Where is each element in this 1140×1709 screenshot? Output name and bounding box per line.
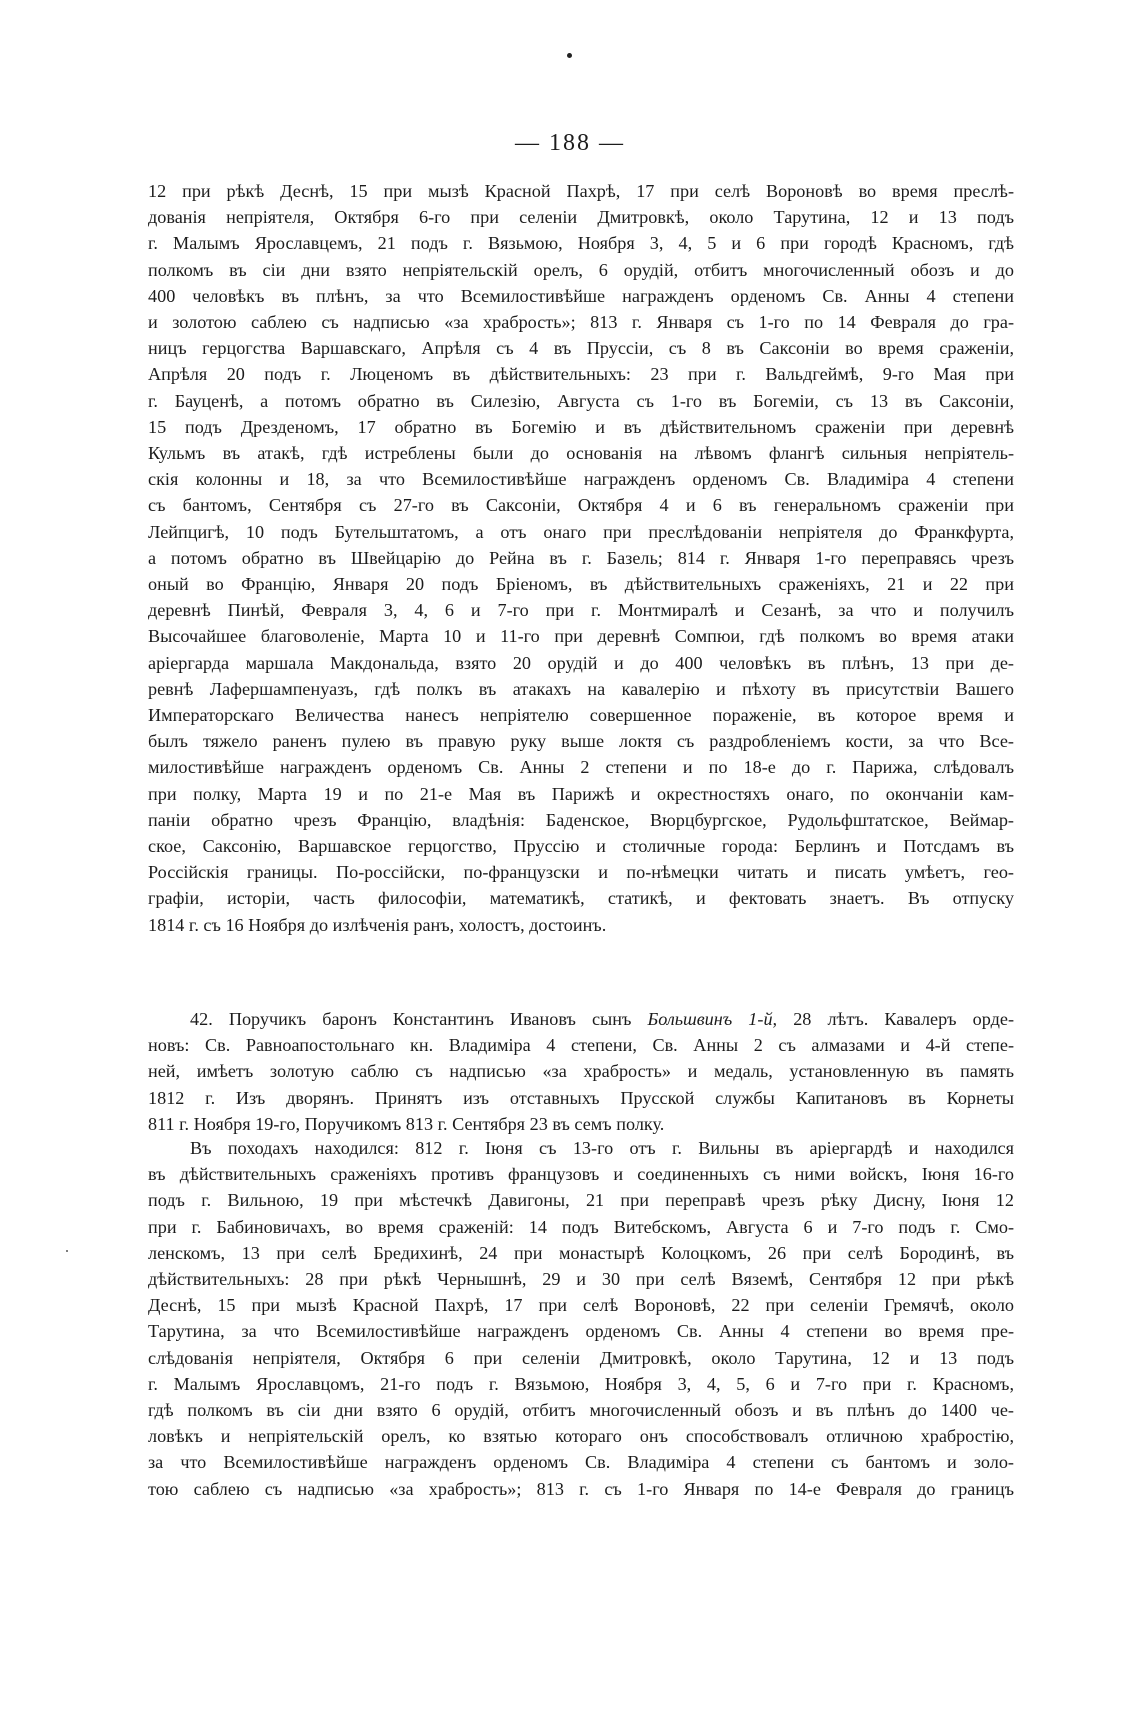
text-line: Деснѣ, 15 при мызѣ Красной Пахрѣ, 17 при селѣ Вороновѣ, 22 при селеніи Гремячѣ, около (148, 1295, 1014, 1316)
entry-intro: 42. Поручикъ баронъ Константинъ Ивановъ сынъ (190, 1009, 648, 1029)
text-line: дѣйствительныхъ: 28 при рѣкѣ Чернышнѣ, 29 и 30 при селѣ Вяземѣ, Сентября 12 при рѣкѣ (148, 1269, 1014, 1290)
text-line: ловѣкъ и непріятельскій орелъ, ко взятью котораго онъ способствовалъ отличною храбростію, (148, 1426, 1014, 1447)
text-line: и золотою саблею съ надписью «за храбрость»; 813 г. Января съ 1-го по 14 Февраля до гра- (148, 312, 1014, 333)
text-line: тою саблею съ надписью «за храбрость»; 813 г. съ 1-го Января по 14-е Февраля до границъ (148, 1478, 1014, 1499)
text-line: при г. Бабиновичахъ, во время сраженій: 14 подъ Витебскомъ, Августа 6 и 7-го подъ г. Смо- (148, 1216, 1014, 1237)
text-line (148, 1006, 1014, 1032)
paragraph-continuation (148, 178, 1014, 938)
text-line: полкомъ въ сіи дни взято непріятельскій орелъ, 6 орудій, отбитъ многочисленный обозъ и до (148, 259, 1014, 280)
text-line: скія колонны и 18, за что Всемилостивѣйше награжденъ орденомъ Св. Владиміра 4 степени (148, 469, 1014, 490)
text-line: былъ тяжело раненъ пулею въ правую руку выше локтя съ раздробленіемъ кости, за что Все- (148, 731, 1014, 752)
paragraph-entry-42 (148, 1006, 1014, 1137)
text-line: деревнѣ Пинѣй, Февраля 3, 4, 6 и 7-го при г. Монтмиралѣ и Сезанѣ, за что и получилъ (148, 600, 1014, 621)
text-line: 1812 г. Изъ дворянъ. Принятъ изъ отставныхъ Прусской службы Капитановъ въ Корнеты (148, 1087, 1014, 1108)
text-line: г. Малымъ Ярославцомъ, 21-го подъ г. Вязьмою, Ноября 3, 4, 5, 6 и 7-го при г. Красномъ, (148, 1373, 1014, 1394)
text-line: Въ походахъ находился: 812 г. Іюня съ 13-го отъ г. Вильны въ аріергардѣ и находился (190, 1138, 1014, 1158)
text-line: Императорскаго Величества нанесъ непріятелю совершенное пораженіе, въ которое время и (148, 705, 1014, 726)
text-line: а потомъ обратно въ Швейцарію до Рейна въ г. Базель; 814 г. Января 1-го переправясь чрезъ (148, 547, 1014, 568)
text-line: ревнѣ Лафершампенуазъ, гдѣ полкъ въ атакахъ на кавалерію и пѣхоту въ присутствіи Вашего (148, 678, 1014, 699)
text-line: дованія непріятеля, Октября 6-го при селеніи Дмитровкѣ, около Тарутина, 12 и 13 подъ (148, 207, 1014, 228)
text-line: аріергарда маршала Макдональда, взято 20 орудій и до 400 человѣкъ въ плѣнъ, 13 при де- (148, 652, 1014, 673)
text-line: 400 человѣкъ въ плѣнъ, за что Всемилостивѣйше награжденъ орденомъ Св. Анны 4 степени (148, 285, 1014, 306)
text-line: 12 при рѣкѣ Деснѣ, 15 при мызѣ Красной Пахрѣ, 17 при селѣ Вороновѣ во время преслѣ- (148, 181, 1014, 201)
text-line: новъ: Св. Равноапостольнаго кн. Владиміра 4 степени, Св. Анны 2 съ алмазами и 4-й степе- (148, 1035, 1014, 1056)
text-line: Высочайшее благоволеніе, Марта 10 и 11-го при деревнѣ Сомпюи, гдѣ полкомъ во время атаки (148, 626, 1014, 647)
text-line: Лейпцигѣ, 10 подъ Бутельштатомъ, а отъ онаго при преслѣдованіи непріятеля до Франкфурта, (148, 521, 1014, 542)
print-speck-left (66, 1250, 68, 1252)
text-line: 15 подъ Дрезденомъ, 17 обратно въ Богемію и въ дѣйствительномъ сраженіи при деревнѣ (148, 416, 1014, 437)
surname-italic: Большвинъ 1-й, (647, 1009, 778, 1029)
text-line: ней, имѣетъ золотую саблю съ надписью «за храбрость» и медаль, установленную въ память (148, 1061, 1014, 1082)
text-line: Апрѣля 20 подъ г. Люценомъ въ дѣйствительныхъ: 23 при г. Вальдгеймѣ, 9-го Мая при (148, 364, 1014, 385)
text-line: подъ г. Вильною, 19 при мѣстечкѣ Давигоны, 21 при переправѣ чрезъ рѣку Дисну, Іюня 12 (148, 1190, 1014, 1211)
print-speck-top (567, 53, 572, 58)
text-line: 1814 г. съ 16 Ноября до излѣченія ранъ, холостъ, достоинъ. (148, 914, 607, 935)
text-line: паніи обратно чрезъ Францію, владѣнія: Баденское, Вюрцбургское, Рудольфштатское, Веймар- (148, 809, 1014, 830)
text-line: Россійскія границы. По-россійски, по-французски и по-нѣмецки читать и писать умѣетъ, гео- (148, 862, 1014, 883)
text-line: Кульмъ въ атакѣ, гдѣ истреблены были до основанія на лѣвомъ флангѣ сильныя непріятель- (148, 443, 1014, 464)
text-line: оный во Францію, Января 20 подъ Бріеномъ, въ дѣйствительныхъ сраженіяхъ, 21 и 22 при (148, 574, 1014, 595)
text-line: г. Малымъ Ярославцемъ, 21 подъ г. Вязьмою, Ноября 3, 4, 5 и 6 при городѣ Красномъ, гдѣ (148, 233, 1014, 254)
text-line: слѣдованія непріятеля, Октября 6 при селеніи Дмитровкѣ, около Тарутина, 12 и 13 подъ (148, 1347, 1014, 1368)
text-line: Тарутина, за что Всемилостивѣйше награжденъ орденомъ Св. Анны 4 степени во время пре- (148, 1321, 1014, 1342)
text-line: графіи, исторіи, часть философіи, математикѣ, статикѣ, и фектовать знаетъ. Въ отпуску (148, 888, 1014, 909)
text-line: гдѣ полкомъ въ сіи дни взято 6 орудій, отбитъ многочисленный обозъ и въ плѣнъ до 1400 че- (148, 1400, 1014, 1421)
page-number: — 188 — (515, 130, 625, 156)
text-line: за что Всемилостивѣйше награжденъ орденомъ Св. Владиміра 4 степени съ бантомъ и золо- (148, 1452, 1014, 1473)
text-line: милостивѣйше награжденъ орденомъ Св. Анны 2 степени и по 18-е до г. Парижа, слѣдовалъ (148, 757, 1014, 778)
text-line: ницъ герцогства Варшавскаго, Апрѣля съ 4 въ Пруссіи, съ 8 въ Саксоніи во время сраженіи, (148, 338, 1014, 359)
text-line: съ бантомъ, Сентября съ 27-го въ Саксоніи, Октября 4 и 6 въ генеральномъ сраженіи при (148, 495, 1014, 516)
text-line: ское, Саксонію, Варшавское герцогство, Пруссію и столичные города: Берлинъ и Потсдамъ въ (148, 836, 1014, 857)
paragraph-campaigns (148, 1135, 1014, 1502)
text-line: въ дѣйствительныхъ сраженіяхъ противъ французовъ и соединенныхъ съ ними войскъ, Іюня 16-го (148, 1164, 1014, 1185)
text-line: 811 г. Ноября 19-го, Поручикомъ 813 г. Сентября 23 въ семъ полку. (148, 1113, 665, 1134)
text-line: при полку, Марта 19 и по 21-е Мая въ Парижѣ и окрестностяхъ онаго, по окончаніи кам- (148, 783, 1014, 804)
text-line: ленскомъ, 13 при селѣ Бредихинѣ, 24 при монастырѣ Колоцкомъ, 26 при селѣ Бородинѣ, въ (148, 1242, 1014, 1263)
text-line: г. Бауценѣ, а потомъ обратно въ Силезію, Августа съ 1-го въ Богеміи, съ 13 въ Саксоніи, (148, 390, 1014, 411)
entry-age: 28 лѣтъ. Кавалеръ орде- (777, 1009, 1015, 1029)
